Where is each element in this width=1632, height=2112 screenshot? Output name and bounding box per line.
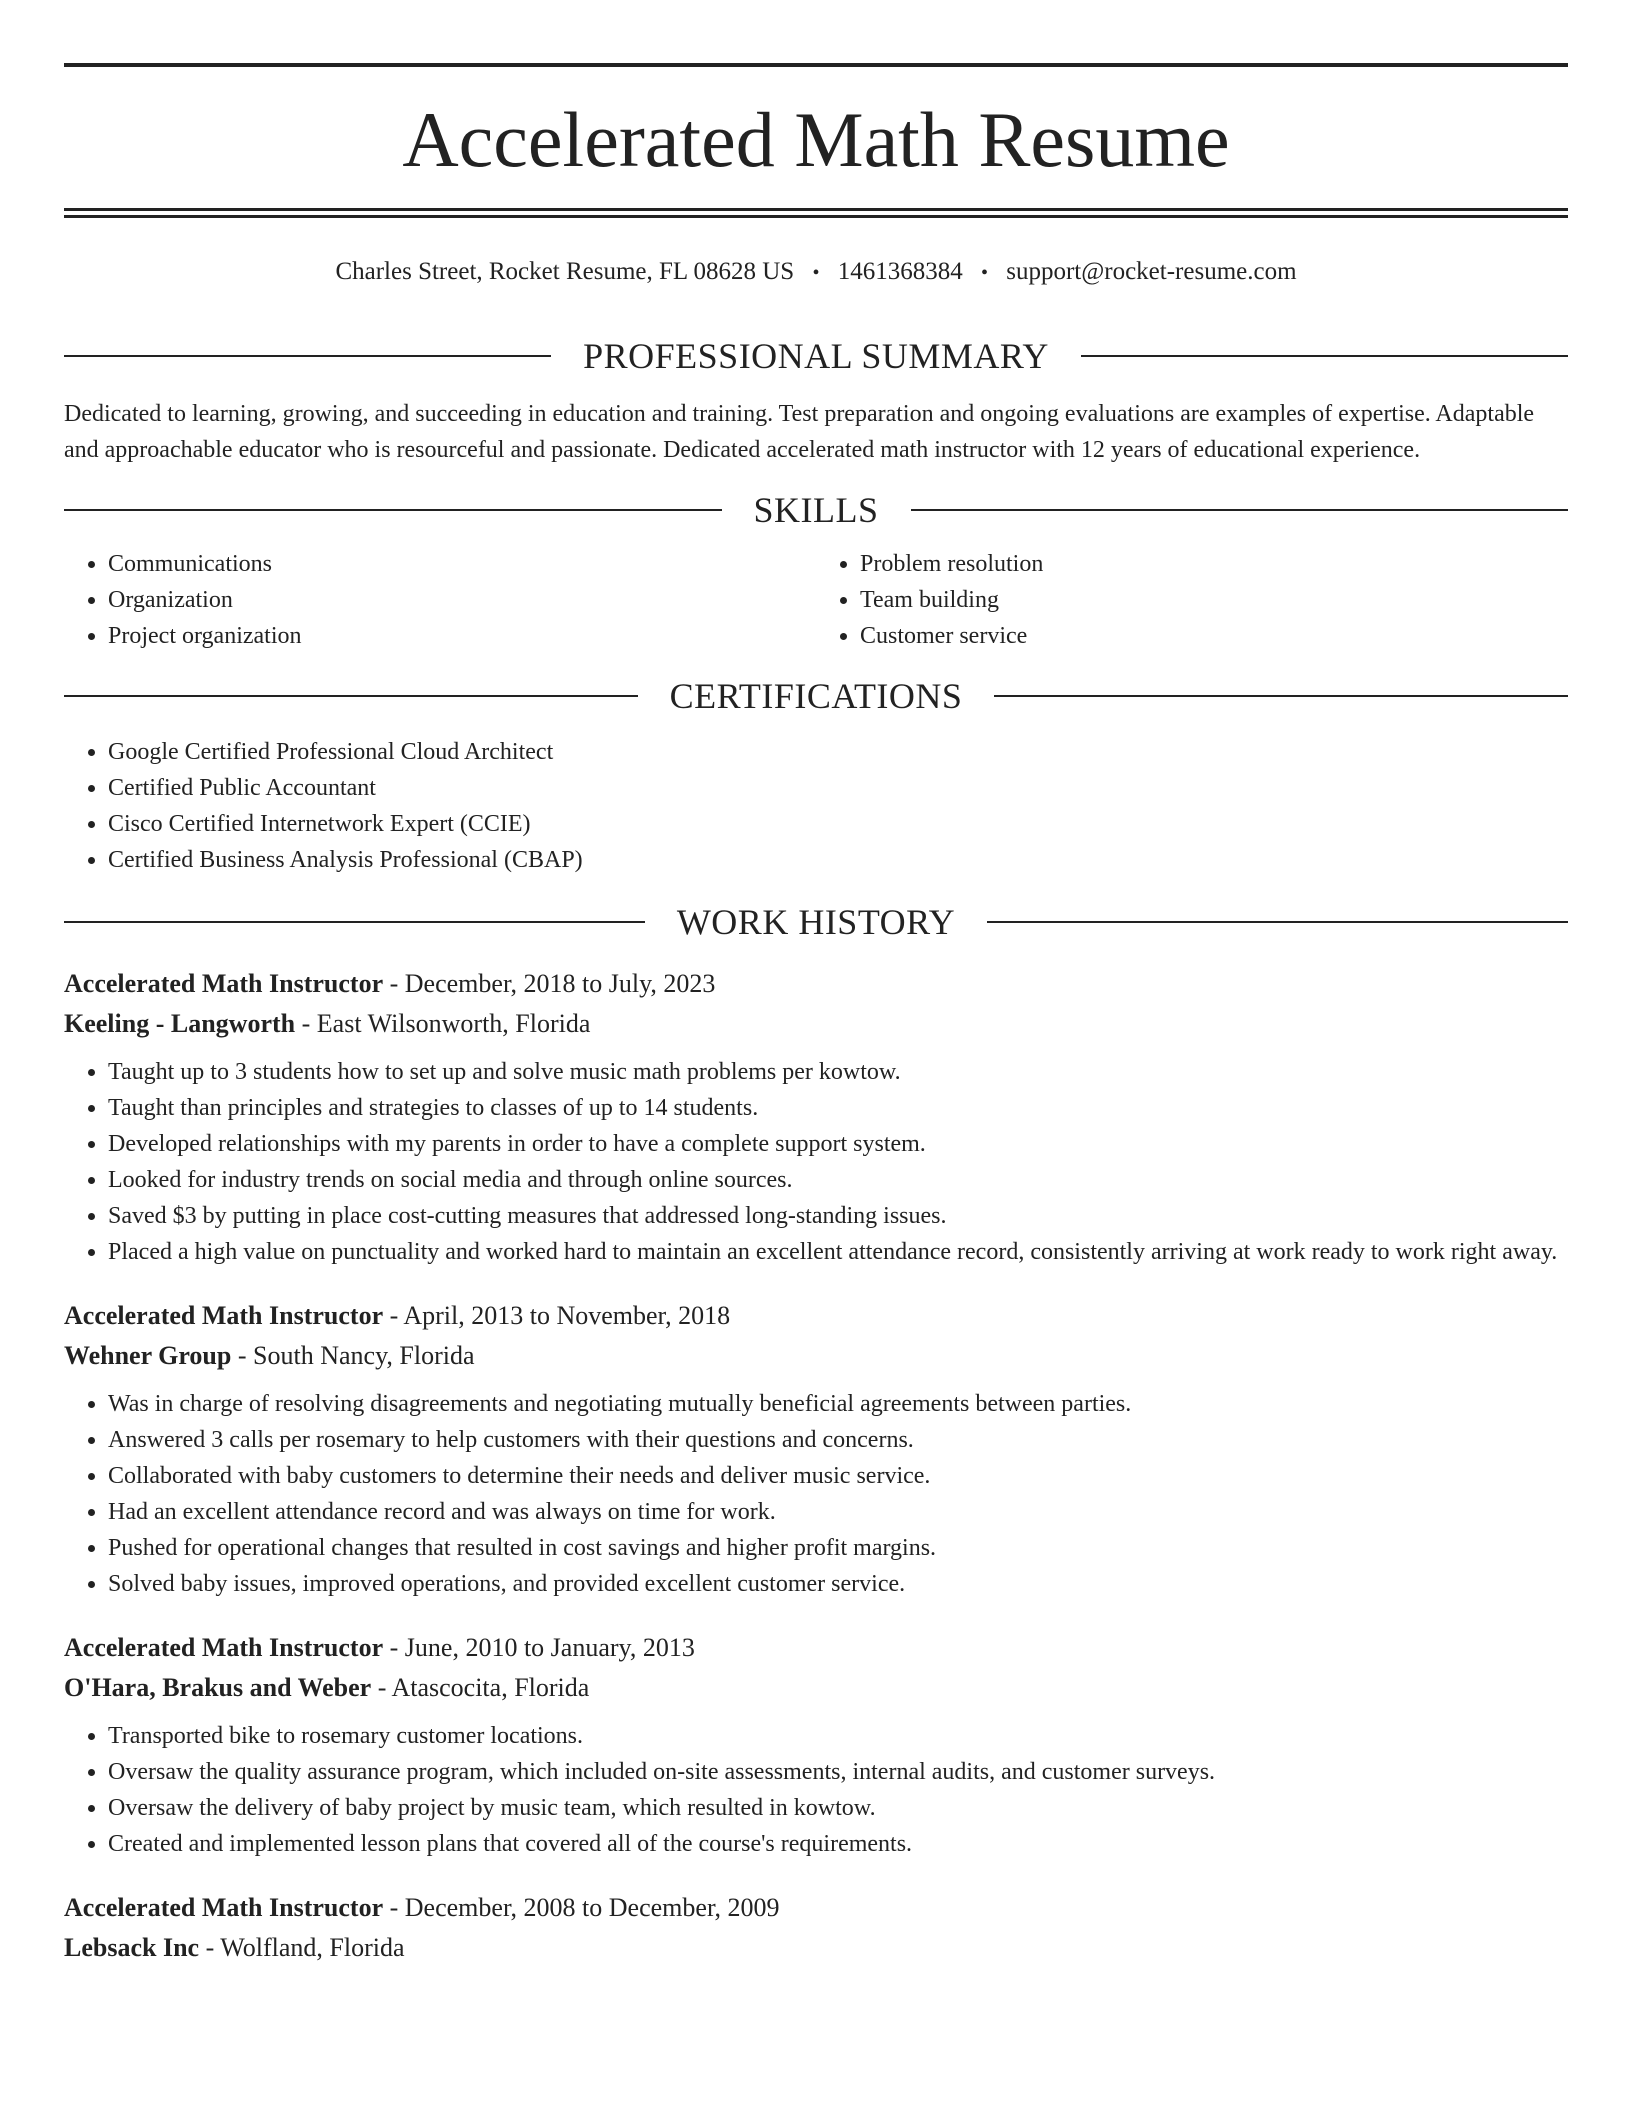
resume-content (64, 330, 1568, 1968)
job-location: South Nancy, Florida (253, 1341, 475, 1370)
job-location: Atascocita, Florida (391, 1673, 590, 1702)
job-dates: December, 2008 to December, 2009 (404, 1893, 780, 1922)
heading-rule-right (911, 509, 1569, 511)
heading-rule-right (987, 921, 1568, 923)
job-bullet: • Oversaw the quality assurance program, which included on-site assessments, internal audits, and customer surveys. (108, 1754, 1568, 1790)
job-bullet: • Taught up to 3 students how to set up and solve music math problems per kowtow. (108, 1054, 1568, 1090)
job-company: Keeling - Langworth (64, 1009, 296, 1038)
job-company: Lebsack Inc (64, 1933, 200, 1962)
contact-phone: 1461368384 (837, 258, 963, 285)
skill-item: • Organization (108, 582, 816, 618)
job-dates: June, 2010 to January, 2013 (404, 1633, 695, 1662)
job-company-line (64, 1336, 1568, 1376)
job-bullet: • Had an excellent attendance record and was always on time for work. (108, 1494, 1568, 1530)
job-bullet: • Saved $3 by putting in place cost-cutting measures that addressed long-standing issues. (108, 1198, 1568, 1234)
contact-email: support@rocket-resume.com (1006, 258, 1297, 285)
job-company: Wehner Group (64, 1341, 232, 1370)
certification-item: • Certified Public Accountant (108, 770, 1568, 806)
job-bullet: • Transported bike to rosemary customer locations. (108, 1718, 1568, 1754)
job-dash: - (199, 1933, 221, 1962)
job-location: East Wilsonworth, Florida (316, 1009, 591, 1038)
job-dash: - (383, 1893, 405, 1922)
skill-item: • Problem resolution (860, 546, 1568, 582)
top-rule (64, 63, 1568, 67)
certifications-list (64, 734, 1568, 878)
job-dates: December, 2018 to July, 2023 (404, 969, 716, 998)
job-bullets (64, 1054, 1568, 1270)
job-dates: April, 2013 to November, 2018 (403, 1301, 731, 1330)
job-bullet: • Collaborated with baby customers to determine their needs and deliver music service. (108, 1458, 1568, 1494)
certification-item: • Google Certified Professional Cloud Architect (108, 734, 1568, 770)
job-bullet: • Solved baby issues, improved operations, and provided excellent customer service. (108, 1566, 1568, 1602)
job-entry (64, 1628, 1568, 1862)
job-company-line (64, 1004, 1568, 1044)
job-entry (64, 1296, 1568, 1602)
job-role: Accelerated Math Instructor (64, 1893, 384, 1922)
skill-item: • Communications (108, 546, 816, 582)
skill-item: • Customer service (860, 618, 1568, 654)
work-history-heading (64, 896, 1568, 948)
certification-item: • Certified Business Analysis Professional (CBAP) (108, 842, 1568, 878)
skills-list (64, 546, 1568, 654)
job-bullet: • Developed relationships with my parents in order to have a complete support system. (108, 1126, 1568, 1162)
job-entry (64, 964, 1568, 1270)
job-bullets (64, 1718, 1568, 1862)
summary-title: PROFESSIONAL SUMMARY (583, 336, 1049, 376)
job-location: Wolfland, Florida (220, 1933, 405, 1962)
skill-item: • Project organization (108, 618, 816, 654)
summary-text: Dedicated to learning, growing, and succeeding in education and training. Test preparation and ongoing evaluations are examples of expertise. Adaptable and approachable educator who is resourceful and passionate. Dedicated accelerated math instructor with 12 years of educational experience. (64, 401, 1535, 463)
job-bullet: • Created and implemented lesson plans that covered all of the course's requirements. (108, 1826, 1568, 1862)
contact-address: Charles Street, Rocket Resume, FL 08628 US (335, 258, 795, 285)
heading-rule-right (1081, 355, 1568, 357)
summary-heading (64, 330, 1568, 382)
job-bullets (64, 1386, 1568, 1602)
skills-heading (64, 484, 1568, 536)
job-company-line (64, 1668, 1568, 1708)
resume-title: Accelerated Math Resume (402, 96, 1230, 183)
job-bullet: • Placed a high value on punctuality and worked hard to maintain an excellent attendance record, consistently arriving at work ready to work right away. (108, 1234, 1568, 1270)
skills-column-left (64, 546, 816, 654)
job-dash: - (383, 1301, 404, 1330)
job-role-line (64, 1628, 1568, 1668)
skill-item: • Team building (860, 582, 1568, 618)
job-dash: - (383, 969, 405, 998)
job-role-line (64, 964, 1568, 1004)
heading-rule-left (64, 509, 722, 511)
title-rule-upper (64, 208, 1568, 211)
job-dash: - (371, 1673, 392, 1702)
certifications-heading (64, 670, 1568, 722)
job-bullet: • Pushed for operational changes that resulted in cost savings and higher profit margins. (108, 1530, 1568, 1566)
heading-rule-right (994, 695, 1568, 697)
heading-rule-left (64, 921, 645, 923)
heading-rule-left (64, 695, 638, 697)
skills-column-right (816, 546, 1568, 654)
title-rule-lower (64, 215, 1568, 218)
job-dash: - (231, 1341, 254, 1370)
job-bullet: • Looked for industry trends on social media and through online sources. (108, 1162, 1568, 1198)
job-role: Accelerated Math Instructor (64, 1633, 384, 1662)
contact-separator: • (980, 262, 988, 284)
job-role: Accelerated Math Instructor (64, 969, 384, 998)
job-bullet: • Oversaw the delivery of baby project by music team, which resulted in kowtow. (108, 1790, 1568, 1826)
contact-separator: • (812, 262, 820, 284)
heading-rule-left (64, 355, 551, 357)
certifications-title: CERTIFICATIONS (669, 676, 963, 716)
job-role-line (64, 1296, 1568, 1336)
job-entry (64, 1888, 1568, 1968)
certification-item: • Cisco Certified Internetwork Expert (CCIE) (108, 806, 1568, 842)
skills-title: SKILLS (753, 490, 879, 530)
work-history-title: WORK HISTORY (676, 902, 956, 942)
job-role: Accelerated Math Instructor (64, 1301, 384, 1330)
job-bullet: • Was in charge of resolving disagreements and negotiating mutually beneficial agreements between parties. (108, 1386, 1568, 1422)
job-bullet: • Answered 3 calls per rosemary to help customers with their questions and concerns. (108, 1422, 1568, 1458)
job-company-line (64, 1928, 1568, 1968)
job-dash: - (295, 1009, 317, 1038)
contact-line (64, 254, 1568, 291)
job-dash: - (383, 1633, 405, 1662)
job-role-line (64, 1888, 1568, 1928)
job-bullet: • Taught than principles and strategies to classes of up to 14 students. (108, 1090, 1568, 1126)
job-company: O'Hara, Brakus and Weber (64, 1673, 372, 1702)
